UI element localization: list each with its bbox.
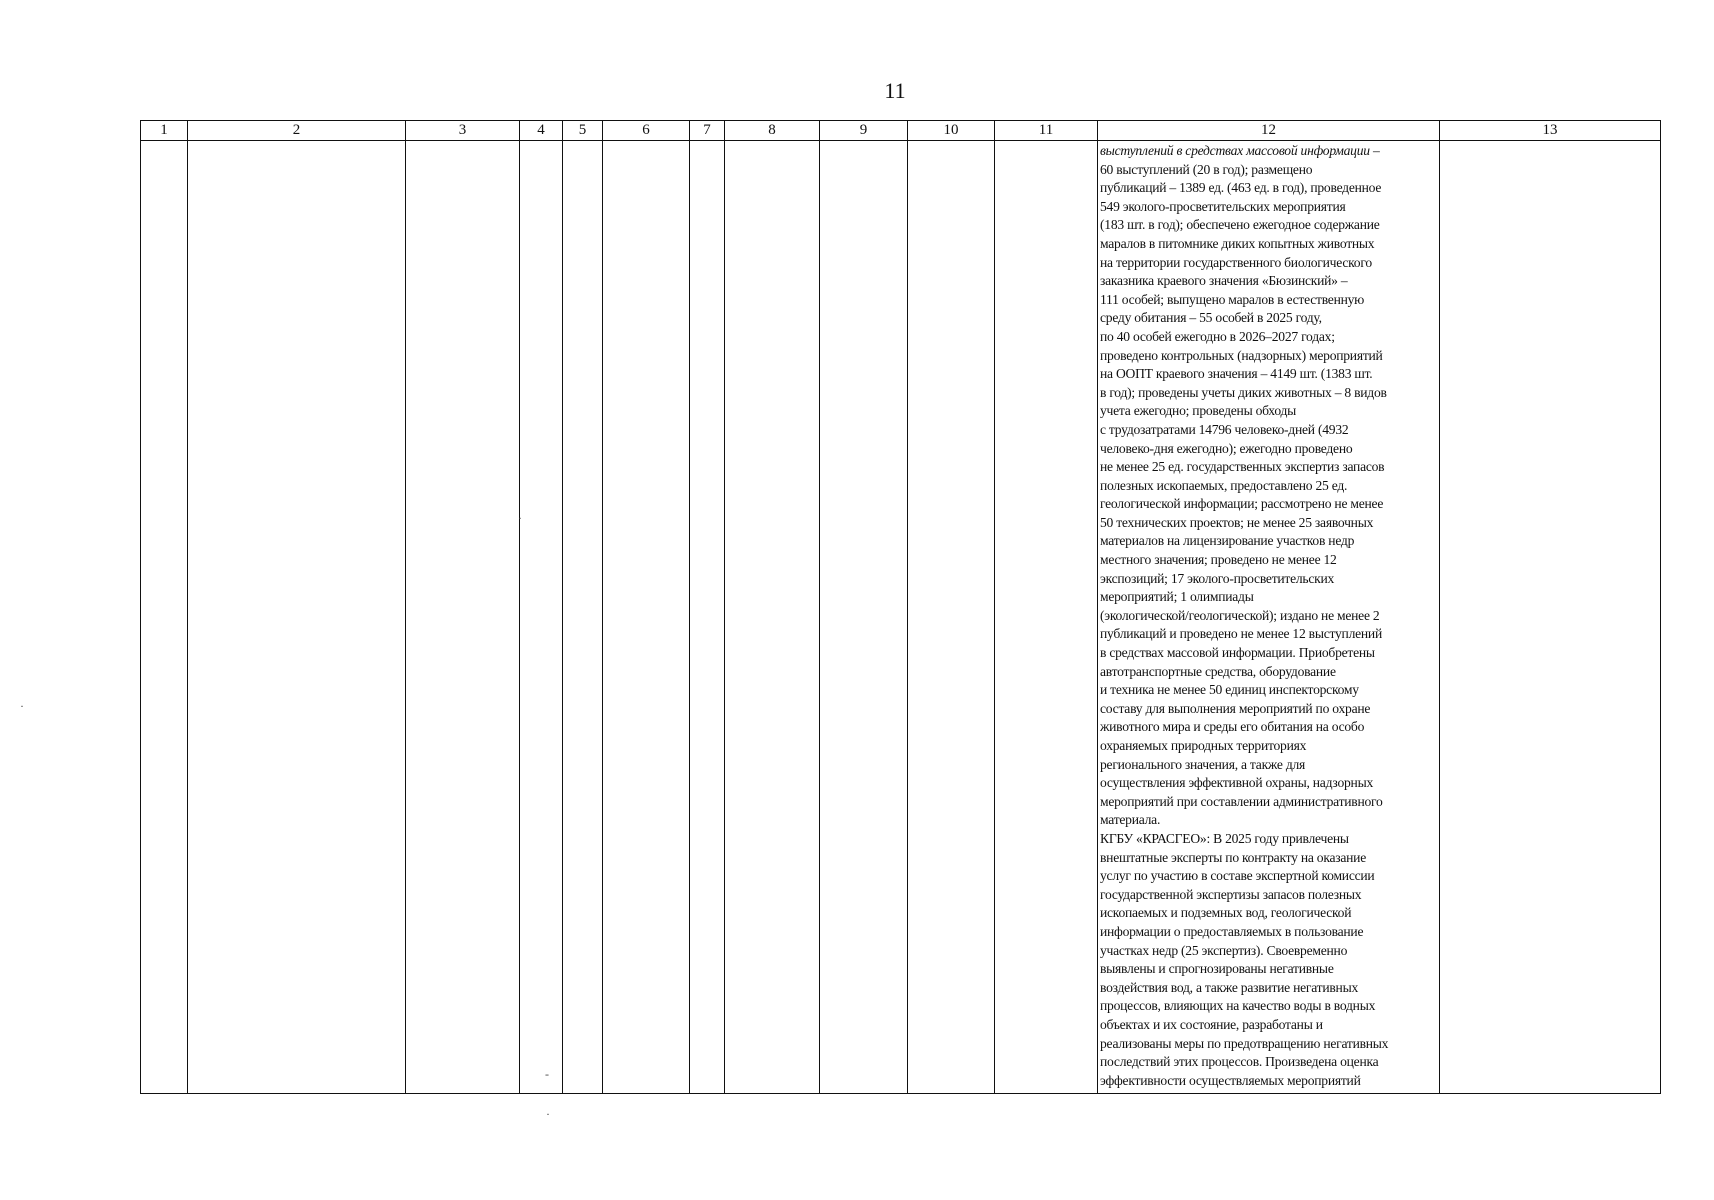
text-line: охраняемых природных территориях	[1100, 738, 1307, 753]
column-header-4: 4	[520, 121, 563, 141]
text-line: мероприятий при составлении административного	[1100, 793, 1383, 809]
text-line: 60 выступлений (20 в год); размещено	[1100, 161, 1313, 177]
scan-speck: ·	[546, 1107, 550, 1121]
cell-col-13	[1440, 141, 1661, 1094]
text-line: 549 эколого-просветительских мероприятия	[1100, 198, 1346, 214]
text-line: и техника не менее 50 единиц инспекторскому	[1100, 682, 1359, 698]
text-line: публикаций и проведено не менее 12 выступлений	[1100, 626, 1382, 642]
text-line: материала.	[1100, 812, 1161, 828]
cell-col-12-text	[1098, 141, 1440, 1094]
scan-speck: -	[545, 1067, 549, 1081]
text-line: регионального значения, а также для	[1100, 756, 1306, 772]
text-line: заказника краевого значения «Бюзинский» –	[1100, 273, 1348, 289]
text-line: эффективности осуществляемых мероприятий	[1100, 1072, 1361, 1088]
text-line: государственной экспертизы запасов полезных	[1100, 886, 1362, 902]
cell-col-8	[725, 141, 820, 1094]
text-line: на ООПТ краевого значения – 4149 шт. (1383 шт.	[1100, 366, 1373, 382]
text-line: реализованы меры по предотвращению негативных	[1100, 1035, 1389, 1051]
text-line: КГБУ «КРАСГЕО»: В 2025 году привлечены	[1100, 830, 1349, 846]
text-line: ископаемых и подземных вод, геологической	[1100, 905, 1352, 921]
column-header-3: 3	[406, 121, 520, 141]
text-line: на территории государственного биологического	[1100, 254, 1372, 270]
text-line: по 40 особей ежегодно в 2026–2027 годах;	[1100, 328, 1335, 344]
text-line: не менее 25 ед. государственных экспертиз запасов	[1100, 459, 1385, 475]
table-row	[141, 141, 1661, 1094]
cell-col-10	[908, 141, 995, 1094]
text-line: внештатные эксперты по контракту на оказание	[1100, 849, 1366, 865]
cell-col-11	[995, 141, 1098, 1094]
column-header-12: 12	[1098, 121, 1440, 141]
text-line: человеко-дня ежегодно); ежегодно проведено	[1100, 440, 1353, 456]
text-line: (экологической/геологической); издано не менее 2	[1100, 607, 1380, 623]
cell-col-2	[188, 141, 406, 1094]
cell-col-3	[406, 141, 520, 1094]
text-line: последствий этих процессов. Произведена оценка	[1100, 1054, 1379, 1070]
text-line: мероприятий; 1 олимпиады	[1100, 589, 1254, 605]
text-line: выявлены и спрогнозированы негативные	[1100, 961, 1334, 977]
scan-speck: ·	[20, 699, 24, 713]
text-line: материалов на лицензирование участков недр	[1100, 533, 1355, 549]
text-line: в средствах массовой информации. Приобретены	[1100, 645, 1375, 661]
text-line: геологической информации; рассмотрено не менее	[1100, 496, 1384, 512]
cell-col-7	[690, 141, 725, 1094]
text-line: выступлений в средствах массовой информации –	[1100, 143, 1380, 158]
text-line: местного значения; проведено не менее 12	[1100, 552, 1337, 568]
column-header-2: 2	[188, 121, 406, 141]
cell-col-1	[141, 141, 188, 1094]
text-line: проведено контрольных (надзорных) мероприятий	[1100, 347, 1383, 363]
text-line: составу для выполнения мероприятий по охране	[1100, 700, 1371, 716]
text-line: с трудозатратами 14796 человеко-дней (4932	[1100, 421, 1349, 437]
header-row	[141, 121, 1661, 141]
cell-col-4	[520, 141, 563, 1094]
text-line: (183 шт. в год); обеспечено ежегодное содержание	[1100, 217, 1380, 233]
text-line: животного мира и среды его обитания на особо	[1100, 719, 1365, 735]
column-header-13: 13	[1440, 121, 1661, 141]
cell-col-9	[820, 141, 908, 1094]
text-line: 111 особей; выпущено маралов в естественную	[1100, 291, 1365, 307]
column-header-8: 8	[725, 121, 820, 141]
text-line: осуществления эффективной охраны, надзорных	[1100, 775, 1374, 791]
text-line: публикаций – 1389 ед. (463 ед. в год), проведенное	[1100, 180, 1382, 196]
text-line: экспозиций; 17 эколого-просветительских	[1100, 570, 1335, 586]
text-line: услуг по участию в составе экспертной комиссии	[1100, 868, 1375, 884]
column-header-6: 6	[603, 121, 690, 141]
page-number: 11	[884, 78, 906, 103]
text-line: автотранспортные средства, оборудование	[1100, 663, 1336, 679]
column-header-11: 11	[995, 121, 1098, 141]
text-line: маралов в питомнике диких копытных животных	[1100, 235, 1375, 251]
cell-col-5	[563, 141, 603, 1094]
column-header-9: 9	[820, 121, 908, 141]
text-line: учета ежегодно; проведены обходы	[1100, 403, 1297, 419]
cell-col-6	[603, 141, 690, 1094]
column-header-7: 7	[690, 121, 725, 141]
text-line: 50 технических проектов; не менее 25 заявочных	[1100, 514, 1374, 530]
text-line: в год); проведены учеты диких животных – 8 видов	[1100, 384, 1387, 400]
text-line: процессов, влияющих на качество воды в водных	[1100, 998, 1376, 1014]
column-header-5: 5	[563, 121, 603, 141]
text-line: полезных ископаемых, предоставлено 25 ед.	[1100, 477, 1348, 493]
text-line: воздействия вод, а также развитие негативных	[1100, 979, 1359, 995]
text-line: объектах и их состояние, разработаны и	[1100, 1016, 1323, 1032]
column-header-10: 10	[908, 121, 995, 141]
scan-speck: ·	[518, 511, 522, 525]
text-line: информации о предоставляемых в пользование	[1100, 923, 1364, 939]
column-header-1: 1	[141, 121, 188, 141]
text-line: участках недр (25 экспертиз). Своевременно	[1100, 942, 1348, 958]
report-table	[140, 120, 1661, 1094]
text-line: среду обитания – 55 особей в 2025 году,	[1100, 310, 1322, 326]
